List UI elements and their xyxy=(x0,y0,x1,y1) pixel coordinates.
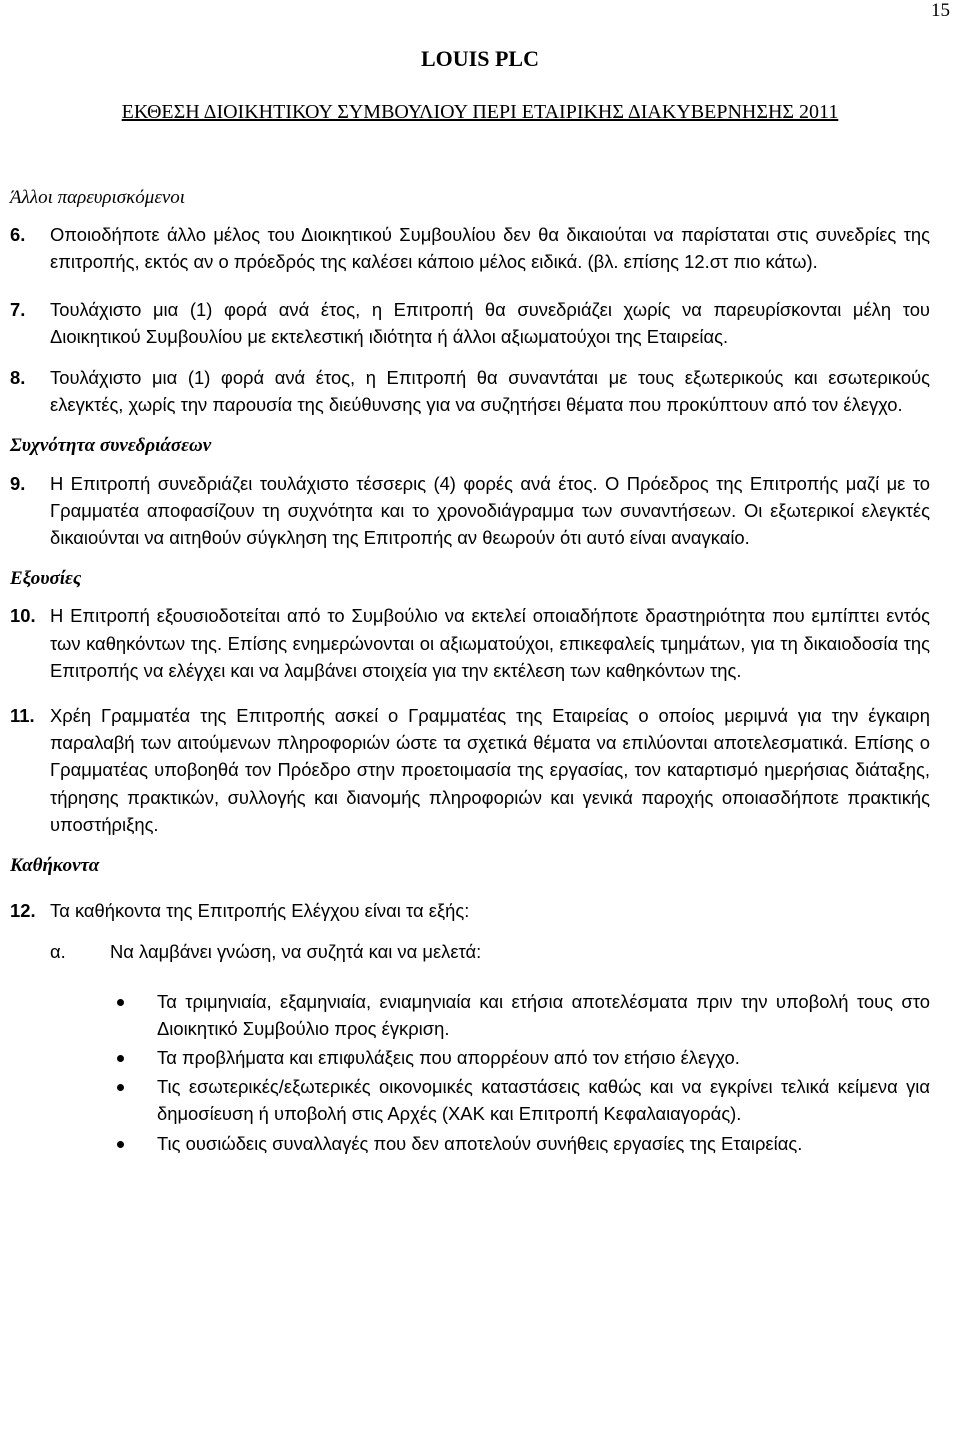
duties-bullet-list xyxy=(10,988,930,1157)
list-item xyxy=(117,1073,930,1127)
paragraph-6 xyxy=(10,221,930,275)
paragraph-number: 7. xyxy=(10,298,26,320)
paragraph-number: 11. xyxy=(10,705,35,727)
paragraph-9 xyxy=(10,470,930,552)
paragraph-text: Χρέη Γραμματέα της Επιτροπής ασκεί ο Γραμματέας της Εταιρείας ο οποίος μεριμνά για την έγκαιρη παραλαβή των αιτούμενων πληροφοριών ώστε τα σχετικά θέματα να επιλύονται αποτελεσματικά. Επίσης ο Γραμματέας υποβοηθά τον Πρόεδρο στην προετοιμασία της εργασίας, τον καταρτισμό ημερήσιας διάταξης, τήρησης πρακτικών, συλλογής και διανομής πληροφοριών και γενικά παροχής οποιασδήποτε πρακτικής υποστήριξης. xyxy=(50,705,930,835)
section-heading-others: Άλλοι παρευρισκόμενοι xyxy=(10,187,186,208)
list-item-text: Τις ουσιώδεις συναλλαγές που δεν αποτελούν συνήθεις εργασίες της Εταιρείας. xyxy=(157,1132,803,1154)
paragraph-text: Τουλάχιστο μια (1) φορά ανά έτος, η Επιτροπή θα συνεδριάζει χωρίς να παρευρίσκονται μέλη του Διοικητικού Συμβουλίου με εκτελεστική ιδιότητα ή άλλοι αξιωματούχοι της Εταιρείας. xyxy=(50,298,930,347)
paragraph-text: Η Επιτροπή συνεδριάζει τουλάχιστο τέσσερις (4) φορές ανά έτος. Ο Πρόεδρος της Επιτροπής μαζί με το Γραμματέα αποφασίζουν τη συχνότητα και το χρονοδιάγραμμα των συναντήσεων. Οι εξωτερικοί ελεγκτές δικαιούνται να αιτηθούν σύγκληση της Επιτροπής αν θεωρούν ότι αυτό είναι αναγκαίο. xyxy=(50,472,930,549)
bullet-icon xyxy=(117,1055,124,1062)
paragraph-7 xyxy=(10,296,930,350)
paragraph-number: 6. xyxy=(10,224,26,246)
paragraph-number: 10. xyxy=(10,605,36,627)
paragraph-10 xyxy=(10,602,930,684)
list-item-text: Τα τριμηνιαία, εξαμηνιαία, ενιαμηνιαία και ετήσια αποτελέσματα πριν την υποβολή τους στο Διοικητικό Συμβούλιο προς έγκριση. xyxy=(157,990,930,1039)
subitem-a xyxy=(50,938,930,965)
paragraph-text: Τα καθήκοντα της Επιτροπής Ελέγχου είναι τα εξής: xyxy=(50,900,470,922)
report-title: ΕΚΘΕΣΗ ΔΙΟΙΚΗΤΙΚΟΥ ΣΥΜΒΟΥΛΙΟΥ ΠΕΡΙ ΕΤΑΙΡΙΚΗΣ ΔΙΑΚΥΒΕΡΝΗΣΗΣ 2011 xyxy=(121,101,839,123)
paragraph-12 xyxy=(10,897,930,924)
paragraph-text: Οποιοδήποτε άλλο μέλος του Διοικητικού Συμβουλίου δεν θα δικαιούται να παρίσταται στις συνεδρίες της επιτροπής, εκτός αν ο πρόεδρός της καλέσει κάποιο μέλος ειδικά. (βλ. επίσης 12.στ πιο κάτω). xyxy=(50,224,930,273)
section-heading-powers: Εξουσίες xyxy=(10,568,82,590)
paragraph-number: 9. xyxy=(10,472,26,494)
list-item-text: Τις εσωτερικές/εξωτερικές οικονομικές καταστάσεις καθώς και να εγκρίνει τελικά κείμενα για δημοσίευση ή υποβολή στις Αρχές (ΧΑΚ και Επιτροπή Κεφαλαιαγοράς). xyxy=(157,1076,930,1125)
paragraph-8 xyxy=(10,364,930,418)
subitem-letter: α. xyxy=(50,941,66,963)
document-body xyxy=(10,184,930,1159)
paragraph-number: 12. xyxy=(10,900,36,922)
paragraph-number: 8. xyxy=(10,367,26,389)
subitem-text: Να λαμβάνει γνώση, να συζητά και να μελετά: xyxy=(110,941,482,963)
list-item xyxy=(117,988,930,1042)
paragraph-text: Τουλάχιστο μια (1) φορά ανά έτος, η Επιτροπή θα συναντάται με τους εξωτερικούς και εσωτερικούς ελεγκτές, χωρίς την παρουσία της διεύθυνσης για να συζητήσει θέματα που προκύπτουν από τον έλεγχο. xyxy=(50,367,930,416)
list-item xyxy=(117,1044,930,1071)
section-heading-frequency: Συχνότητα συνεδριάσεων xyxy=(10,435,212,457)
bullet-icon xyxy=(117,1084,124,1091)
list-item xyxy=(117,1130,930,1157)
company-name: LOUIS PLC xyxy=(421,46,539,71)
paragraph-11 xyxy=(10,702,930,838)
bullet-icon xyxy=(117,999,124,1006)
paragraph-text: Η Επιτροπή εξουσιοδοτείται από το Συμβούλιο να εκτελεί οποιαδήποτε δραστηριότητα που εμπίπτει εντός των καθηκόντων της. Επίσης ενημερώνονται οι αξιωματούχοι, επικεφαλείς τμημάτων, για τη δικαιοδοσία της Επιτροπής να ελέγχει και να λαμβάνει στοιχεία για την εκτέλεση των καθηκόντων της. xyxy=(50,605,930,681)
section-heading-duties: Καθήκοντα xyxy=(10,855,100,877)
page-number: 15 xyxy=(931,0,950,21)
bullet-icon xyxy=(117,1141,124,1148)
list-item-text: Τα προβλήματα και επιφυλάξεις που απορρέουν από τον ετήσιο έλεγχο. xyxy=(157,1047,740,1069)
